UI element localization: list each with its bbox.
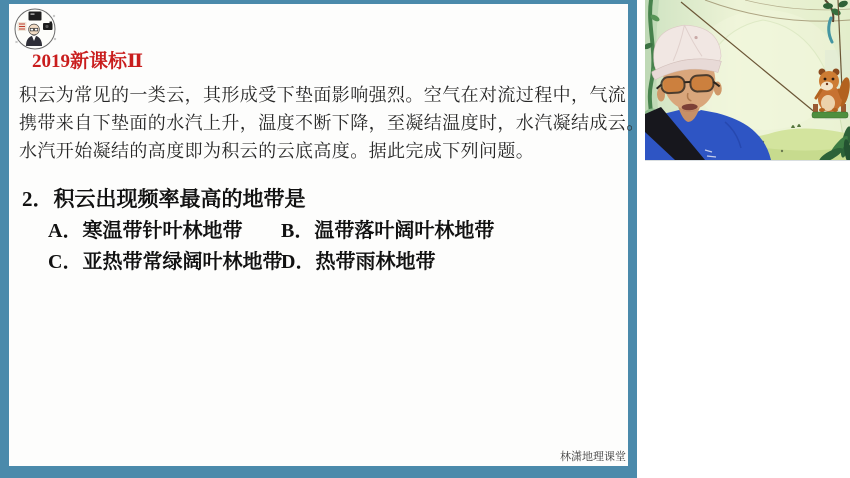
paragraph-line: 积云为常见的一类云，其形成受下垫面影响强烈。空气在对流过程中，气流 <box>19 85 627 105</box>
option-a: A．寒温带针叶林地带 <box>48 220 243 242</box>
exam-tag: 2019新课标Ⅱ <box>32 51 144 72</box>
option-b: B．温带落叶阔叶林地带 <box>281 220 495 242</box>
webcam-video <box>645 0 850 161</box>
webcam-scene <box>645 0 850 160</box>
question-text: 2．积云出现频率最高的地带是 <box>22 187 306 211</box>
paragraph-line: 水汽开始凝结的高度即为积云的云底高度。据此完成下列问题。 <box>19 141 535 161</box>
paragraph-line: 携带来自下垫面的水汽上升，温度不断下降，至凝结温度时，水汽凝结成云。 <box>19 113 645 133</box>
option-c: C．亚热带常绿阔叶林地带 <box>48 251 283 273</box>
option-d: D．热带雨林地带 <box>281 251 436 273</box>
stimulus-paragraph <box>19 81 645 165</box>
channel-watermark: 林潇地理课堂 <box>560 451 626 463</box>
